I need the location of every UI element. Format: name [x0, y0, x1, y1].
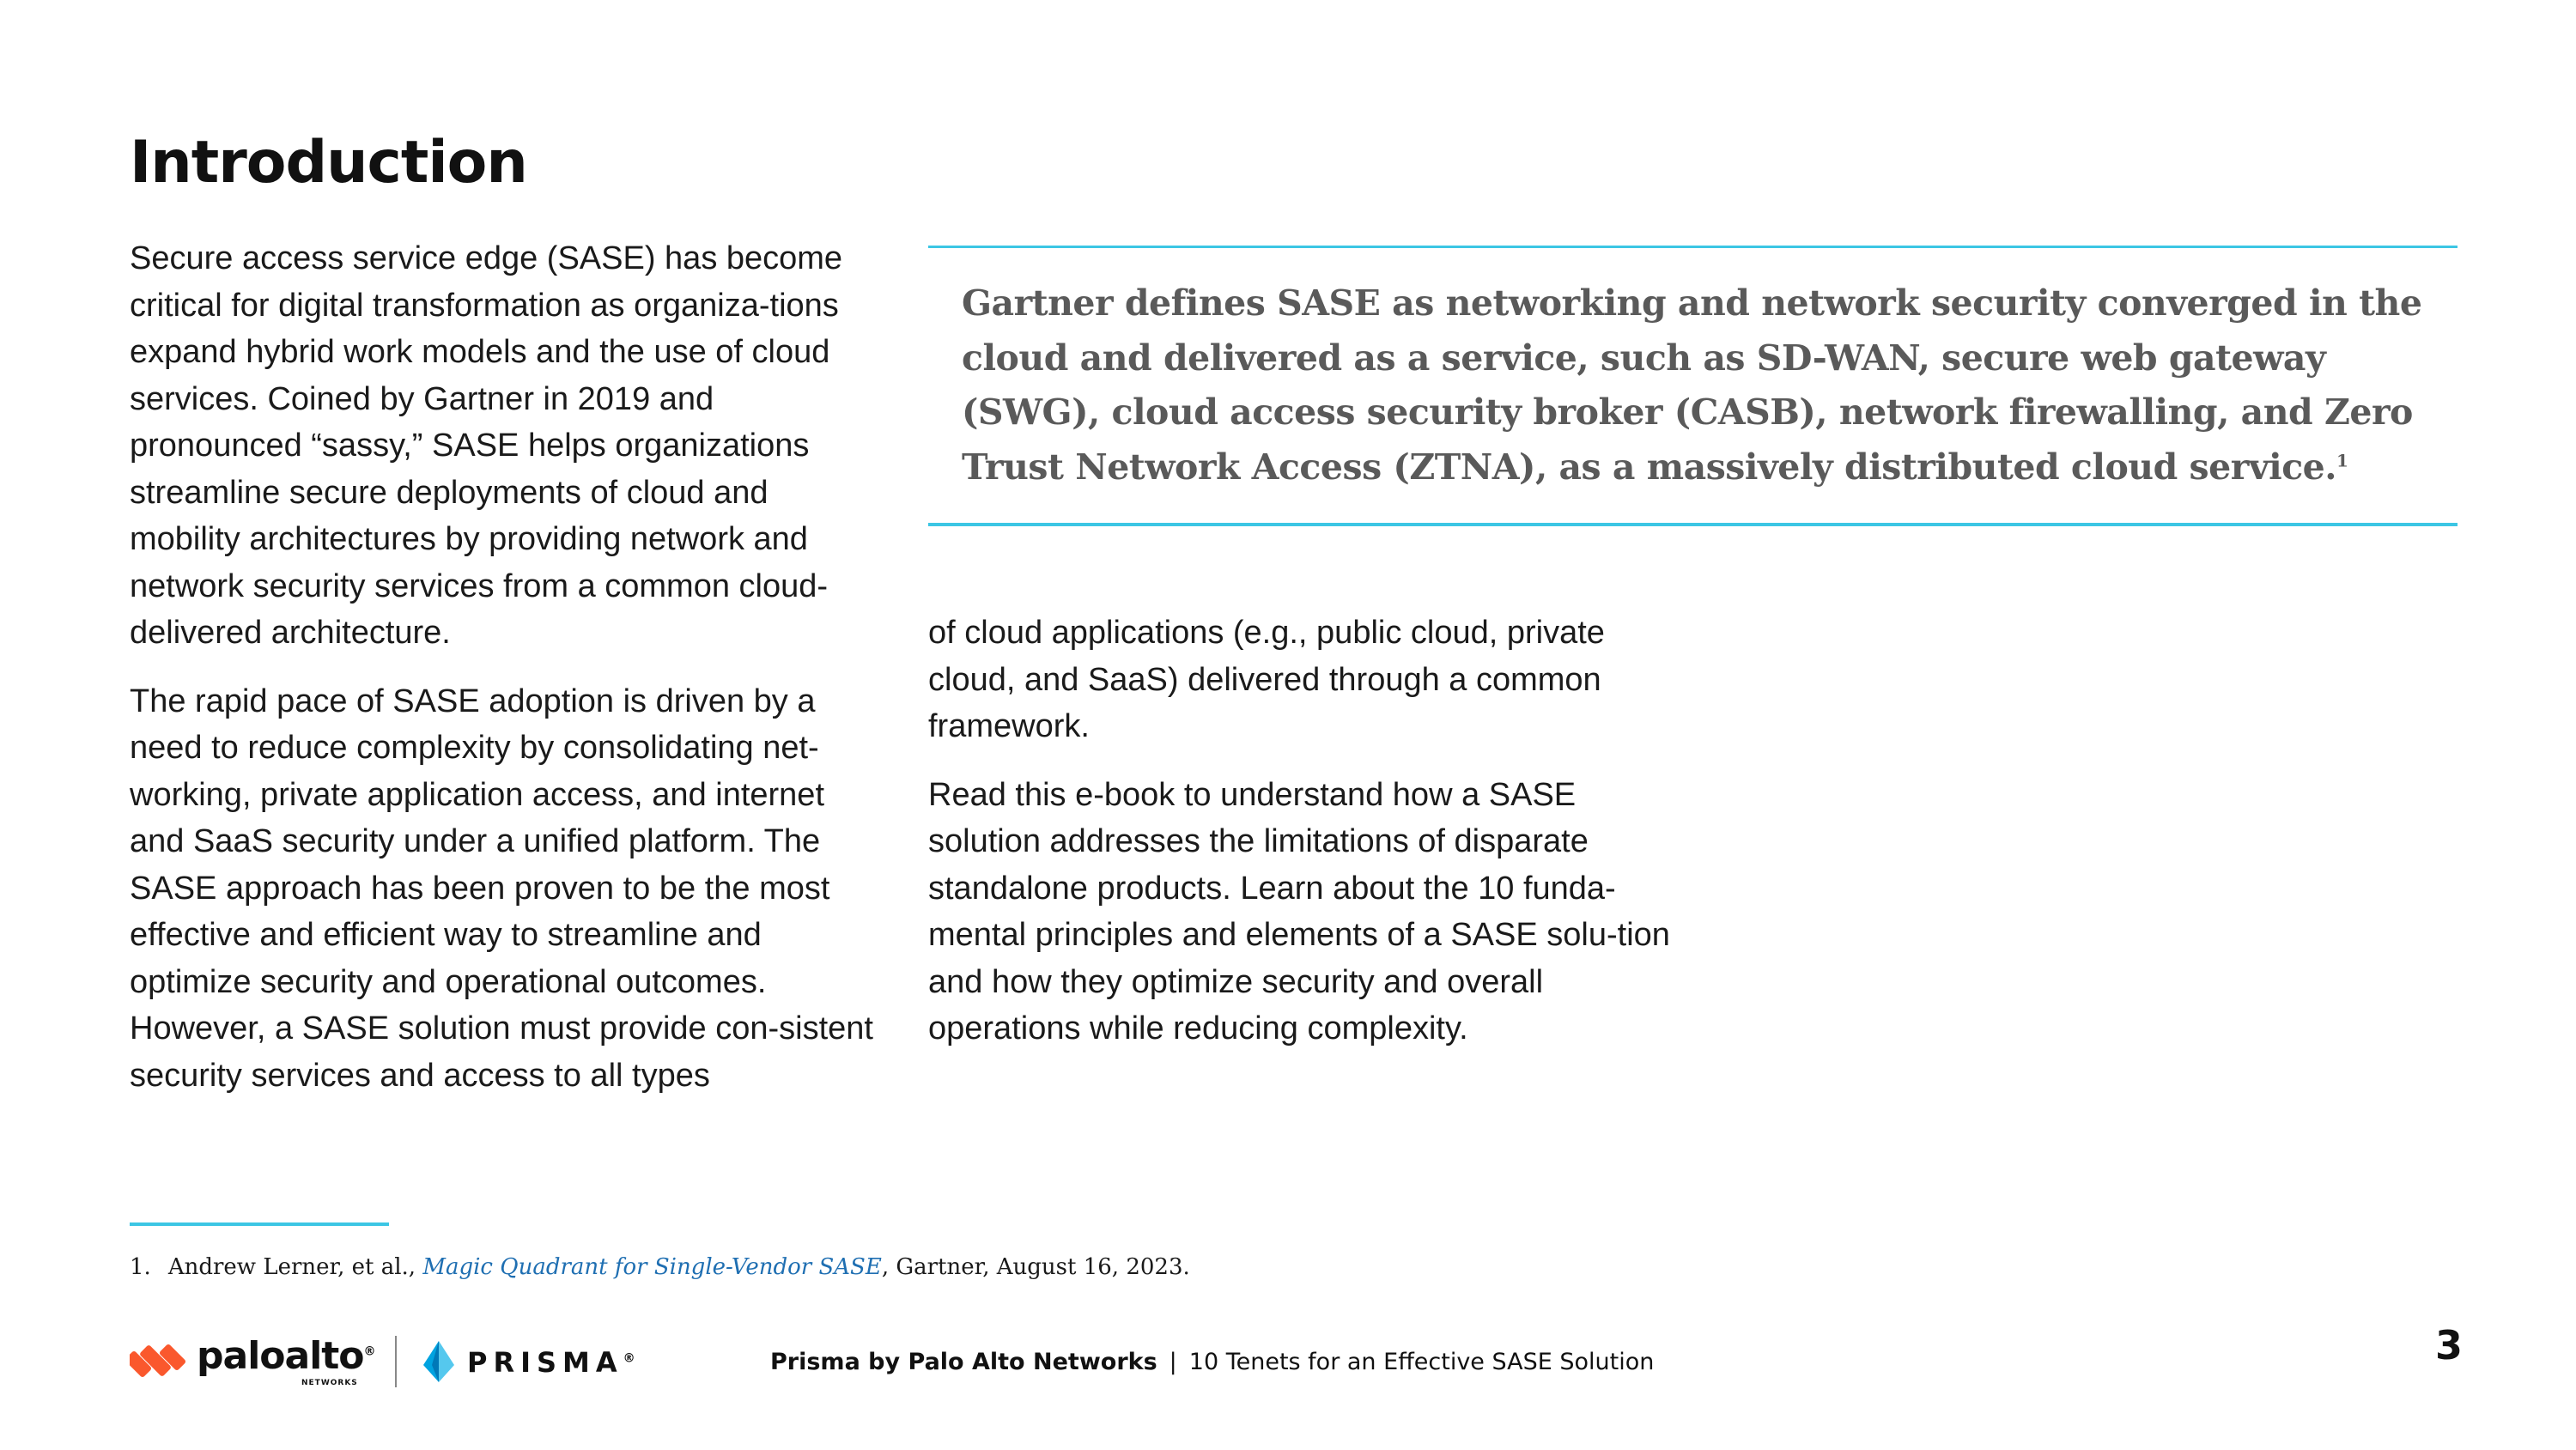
footnote-link[interactable]: Magic Quadrant for Single-Vendor SASE	[422, 1254, 882, 1280]
footnote-author: Andrew Lerner, et al.,	[167, 1254, 416, 1280]
footer-separator: |	[1169, 1349, 1177, 1375]
logo-divider	[395, 1336, 397, 1387]
networks-wordmark: NETWORKS	[301, 1379, 358, 1387]
left-column	[130, 235, 877, 1099]
prisma-logo-icon	[420, 1339, 458, 1384]
footnote-source: , Gartner, August 16, 2023.	[881, 1254, 1190, 1280]
pull-quote	[928, 246, 2458, 526]
middle-column	[928, 610, 1675, 1053]
footer-doc-title: 10 Tenets for an Effective SASE Solution	[1188, 1349, 1655, 1375]
pull-quote-text: Gartner defines SASE as networking and network security converged in the cloud and delivered as a service, such as SD-WAN, secure web gateway (SWG), cloud access security broker (CASB), network firewalling, and Zero Trust Network Access (ZTNA), as a massively distributed cloud service.$^1$	[962, 282, 2422, 488]
intro-paragraph-3: of cloud applications (e.g., public cloud, private cloud, and SaaS) delivered through a common framework.	[928, 615, 1605, 744]
footer-brand: Prisma by Palo Alto Networks	[770, 1349, 1157, 1375]
footnote-number: 1.	[130, 1254, 151, 1280]
footer-caption	[770, 1349, 1654, 1375]
footer-logos	[130, 1334, 662, 1394]
footnote-divider	[130, 1222, 389, 1226]
page-number: 3	[2435, 1322, 2464, 1368]
footnote	[130, 1254, 1190, 1280]
intro-paragraph-4: Read this e-book to understand how a SASE solution addresses the limitations of disparate standalone products. Learn about the 10 funda-mental principles and elements of a SASE solu-tion and how they optimize security and overall operations while reducing complexity.	[928, 776, 1670, 1047]
paloalto-logo-icon	[130, 1339, 188, 1382]
prisma-wordmark: PRISMA®	[467, 1346, 635, 1379]
footnote-reference: 1	[2336, 449, 2348, 470]
paloalto-wordmark: paloalto®	[197, 1334, 375, 1378]
page-title: Introduction	[130, 129, 527, 197]
intro-paragraph-1: Secure access service edge (SASE) has become critical for digital transformation as organiza-tions expand hybrid work models and the use of cloud services. Coined by Gartner in 2019 and pronounced “sassy,” SASE helps organizations streamline secure deployments of cloud and mobility architectures by providing network and network security services from a common cloud-delivered architecture.	[130, 240, 843, 651]
intro-paragraph-2: The rapid pace of SASE adoption is driven by a need to reduce complexity by consolidating net-working, private application access, and internet and SaaS security under a unified platform. The SASE approach has been proven to be the most effective and efficient way to streamline and optimize security and operational outcomes. However, a SASE solution must provide con-sistent security services and access to all types	[130, 683, 873, 1094]
